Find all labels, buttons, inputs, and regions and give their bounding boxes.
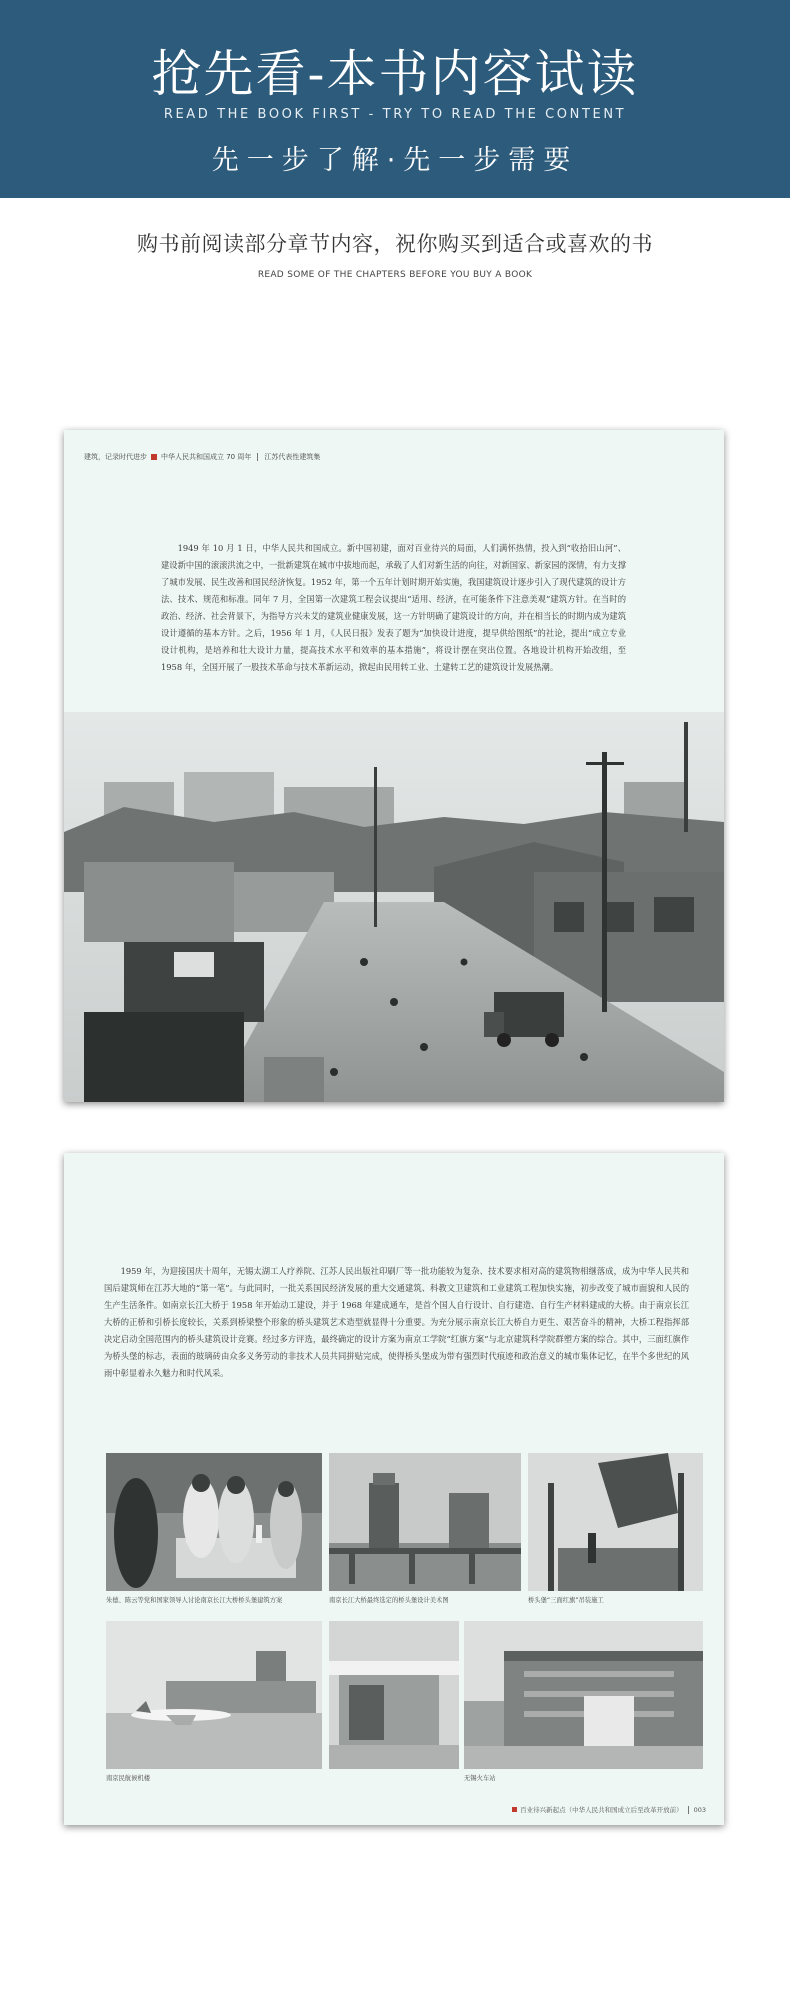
building-entrance-image xyxy=(329,1621,459,1769)
book-page-2 xyxy=(64,1153,724,1825)
bridge-tower-design-image xyxy=(329,1453,521,1591)
divider xyxy=(257,453,258,461)
wuxi-station-photo xyxy=(464,1621,703,1769)
red-flags-hoisting-image xyxy=(528,1453,703,1591)
leaders-model-photo xyxy=(106,1453,322,1591)
running-head-series: 建筑，记录时代进步 xyxy=(84,453,147,461)
leaders-model-image xyxy=(106,1453,322,1591)
running-head-subtitle: 中华人民共和国成立 70 周年 xyxy=(161,453,252,461)
caption-2: 南京长江大桥最终选定的桥头堡设计美术图 xyxy=(329,1597,449,1604)
divider xyxy=(688,1806,689,1814)
caption-3: 桥头堡“三面红旗”吊装施工 xyxy=(528,1597,604,1604)
book-page-1 xyxy=(64,430,724,1102)
nanjing-airport-photo xyxy=(106,1621,322,1769)
intro-text-en: READ SOME OF THE CHAPTERS BEFORE YOU BUY A BOOK xyxy=(257,270,533,280)
banner-slogan: 先一步了解·先一步需要 xyxy=(211,145,579,176)
running-head xyxy=(84,452,320,462)
red-flags-hoisting-photo xyxy=(528,1453,703,1591)
caption-1: 朱德、陈云等党和国家领导人讨论南京长江大桥桥头堡建筑方案 xyxy=(106,1597,283,1604)
street-scene-image xyxy=(64,712,724,1102)
footer-title: 百业待兴新起点（中华人民共和国成立后至改革开放前） xyxy=(520,1806,683,1814)
banner xyxy=(0,0,790,198)
banner-subtitle-en: READ THE BOOK FIRST - TRY TO READ THE CONTENT xyxy=(163,107,627,122)
banner-title: 抢先看-本书内容试读 xyxy=(151,45,639,103)
caption-5: 无锡火车站 xyxy=(464,1775,496,1782)
page-footer xyxy=(512,1805,706,1814)
street-scene-photo xyxy=(64,712,724,1102)
building-entrance-photo xyxy=(329,1621,459,1769)
red-square-icon xyxy=(151,454,157,460)
page1-paragraph: 1949 年 10 月 1 日，中华人民共和国成立。新中国初建，面对百业待兴的局面，人们满怀热情，投入到“收拾旧山河”、建设新中国的滚滚洪流之中，一批新建筑在城市中拔地而起，承载了人们对新生活的向往，对新国家、新家园的深情，有力支撑了城市发展、民生改善和国民经济恢复。1952 年，第一个五年计划时期开始实施，我国建筑设计逐步引入了现代建筑的设计方法、技术、规范和标准。同年 7 月，全国第一次建筑工程会议提出“适用、经济，在可能条件下注意美观”建筑方针。在当时的政治、经济、社会背景下，为指导方兴未艾的建筑业健康发展，这一方针明确了建筑设计的方向，并在相当长的时期内成为建筑设计遵循的基本方针。之后，1956 年 1 月，《人民日报》发表了题为“加快设计进度，提早供给图纸”的社论，提出“成立专业设计机构，是培养和壮大设计力量，提高技术水平和效率的基本措施”，将设计摆在突出位置。各地设计机构开始改组，至 1958 年，全国开展了一股技术革命与技术革新运动，掀起由民用转工业、土建转工艺的建筑设计发展热潮。 xyxy=(161,543,626,672)
wuxi-station-image xyxy=(464,1621,703,1769)
intro-text: 购书前阅读部分章节内容，祝你购买到适合或喜欢的书 xyxy=(137,232,653,256)
page2-paragraph: 1959 年，为迎接国庆十周年，无锡太湖工人疗养院、江苏人民出版社印刷厂等一批功能较为复杂、技术要求相对高的建筑物相继落成，成为中华人民共和国后建筑师在江苏大地的“第一笔”。与此同时，一批关系国民经济发展的重大交通建筑、科教文卫建筑和工业建筑工程加快实施，初步改变了城市面貌和人民的生产生活条件。如南京长江大桥于 1958 年开始动工建设，并于 1968 年建成通车，是首个国人自行设计、自行建造、自行生产材料建成的大桥。由于南京长江大桥的正桥和引桥长度较长，关系到桥梁整个形象的桥头建筑艺术造型就显得十分重要。为充分展示南京长江大桥自力更生、艰苦奋斗的精神，大桥工程指挥部决定启动全国范围内的桥头建筑设计竞赛。经过多方评选，最终确定的设计方案为南京工学院“红旗方案”与北京建筑科学院群塑方案的综合。其中，三面红旗作为桥头堡的标志，表面的玻璃砖由众多义务劳动的非技术人员共同拼贴完成，使得桥头堡成为带有强烈时代痕迹和政治意义的城市集体记忆，在半个多世纪的风雨中彰显着永久魅力和时代风采。 xyxy=(104,1266,689,1378)
red-square-icon xyxy=(512,1807,517,1812)
nanjing-airport-image xyxy=(106,1621,322,1769)
bridge-tower-design-photo xyxy=(329,1453,521,1591)
running-head-section: 江苏代表性建筑集 xyxy=(264,453,321,461)
caption-4: 南京民航候机楼 xyxy=(106,1775,151,1782)
page-number: 003 xyxy=(693,1805,706,1814)
